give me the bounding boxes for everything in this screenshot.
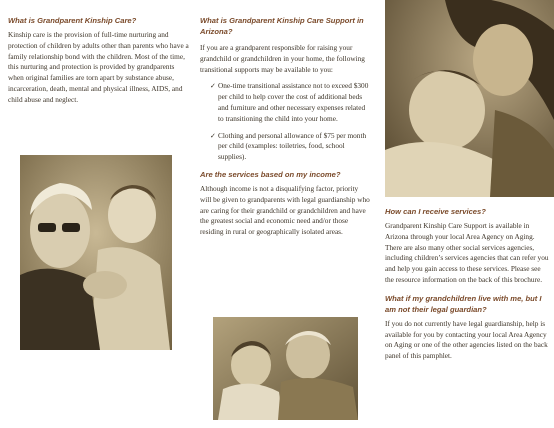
photo-grandmother-with-child-image (20, 155, 172, 350)
heading-kinship-support-arizona: What is Grandparent Kinship Care Support in Arizona? (200, 16, 364, 36)
support-item-clothing-allowance: Clothing and personal allowance of $75 per month per child (examples: toiletries, food, school supplies). (218, 130, 367, 162)
support-intro-text: If you are a grandparent responsible for raising your grandchild or grandchildren in your home, the following transitional supports may be available to you: (200, 43, 365, 74)
column-left (8, 0, 190, 106)
support-list (200, 81, 370, 163)
list-item (210, 131, 370, 163)
photo-grandfather-with-child (213, 317, 358, 420)
photo-grandfather-with-child-image (213, 317, 358, 420)
heading-how-receive-services: How can I receive services? (385, 207, 486, 216)
heading-not-legal-guardian: What if my grandchildren live with me, but I am not their legal guardian? (385, 293, 542, 314)
support-item-transitional-assistance: One-time transitional assistance not to exceed $300 per child to help cover the cost of additional beds and furniture and other necessary expenses related to transitioning the child into your home. (218, 81, 369, 123)
column-middle (200, 0, 370, 238)
checkmark-icon: ✓ (210, 131, 216, 140)
income-based-text: Although income is not a disqualifying factor, priority will be given to grandparents with legal guardianship who are caring for their grandchild or grandchildren and have the greatest social and economic need and/or those residing in rural or geographically isolated areas. (200, 183, 370, 237)
not-legal-guardian-text: If you do not currently have legal guardianship, help is available for you by contacting your local Area Agency on Aging or one of the other agencies listed on the back panel of this pamphlet. (385, 318, 548, 361)
list-item (210, 81, 370, 124)
kinship-care-description: Kinship care is the provision of full-time nurturing and protection of children by adults other than parents who have a family relationship bond with the children. Most of the time, this nurturing and protection is provided by grandparents when original families are torn apart by substance abuse, incarceration, death, mental and physical illness, AIDS, and child abuse and neglect. (8, 30, 189, 104)
checkmark-icon: ✓ (210, 82, 216, 91)
heading-what-is-kinship-care: What is Grandparent Kinship Care? (8, 16, 137, 25)
photo-grandmother-with-child (20, 155, 172, 350)
receive-services-text: Grandparent Kinship Care Support is available in Arizona through your local Area Agency on Aging. There are also many other social services agencies, including children’s services agencies that can refer you and help you gain access to these services. Please see the resource information on the back of this brochure. (385, 221, 549, 284)
column-right (385, 0, 550, 362)
heading-income-based: Are the services based on my income? (200, 169, 341, 179)
